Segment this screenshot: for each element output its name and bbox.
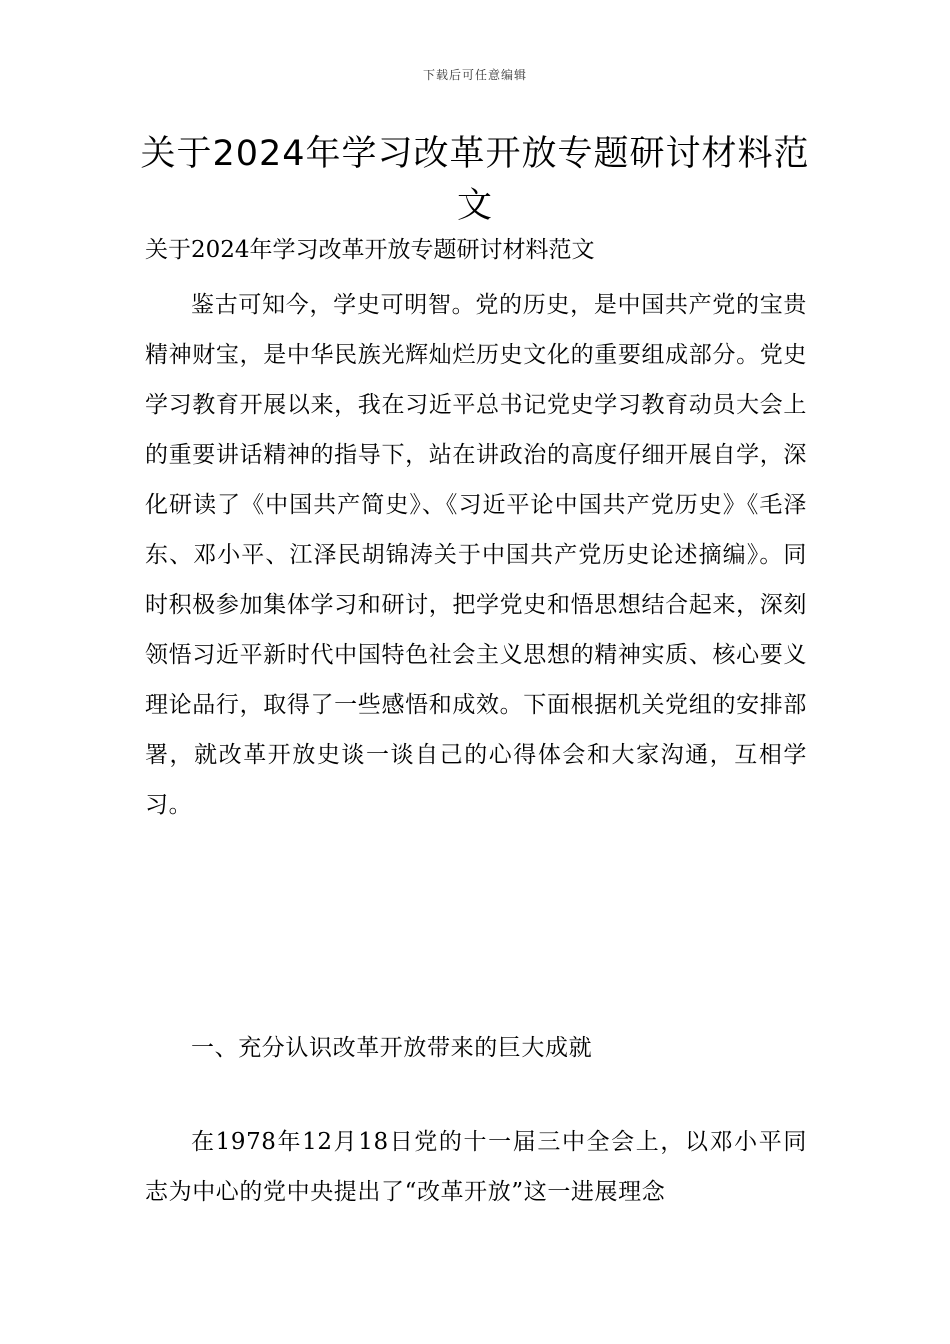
intro-paragraph: 鉴古可知今，学史可明智。党的历史，是中国共产党的宝贵精神财宝，是中华民族光辉灿烂历史文化的重要组成部分。党史学习教育开展以来，我在习近平总书记党史学习教育动员大会上的重要讲话精神的指导下，站在讲政治的高度仔细开展自学，深化研读了《中国共产简史》、《习近平论中国共产党历史》《毛泽东、邓小平、江泽民胡锦涛关于中国共产党历史论述摘编》。同时积极参加集体学习和研讨，把学党史和悟思想结合起来，深刻领悟习近平新时代中国特色社会主义思想的精神实质、核心要义理论品行，取得了一些感悟和成效。下面根据机关党组的安排部署，就改革开放史谈一谈自己的心得体会和大家沟通，互相学习。: [145, 292, 807, 818]
document-title: 关于2024年学习改革开放专题研讨材料范文: [140, 134, 810, 226]
section-paragraph: 在1978年12月18日党的十一届三中全会上，以邓小平同志为中心的党中央提出了“改革开放”这一进展理念: [145, 1129, 807, 1205]
section-heading: 一、充分认识改革开放带来的巨大成就: [191, 1035, 593, 1061]
document-subtitle: 关于2024年学习改革开放专题研讨材料范文: [145, 237, 595, 263]
header-note: 下载后可任意编辑: [422, 68, 527, 82]
